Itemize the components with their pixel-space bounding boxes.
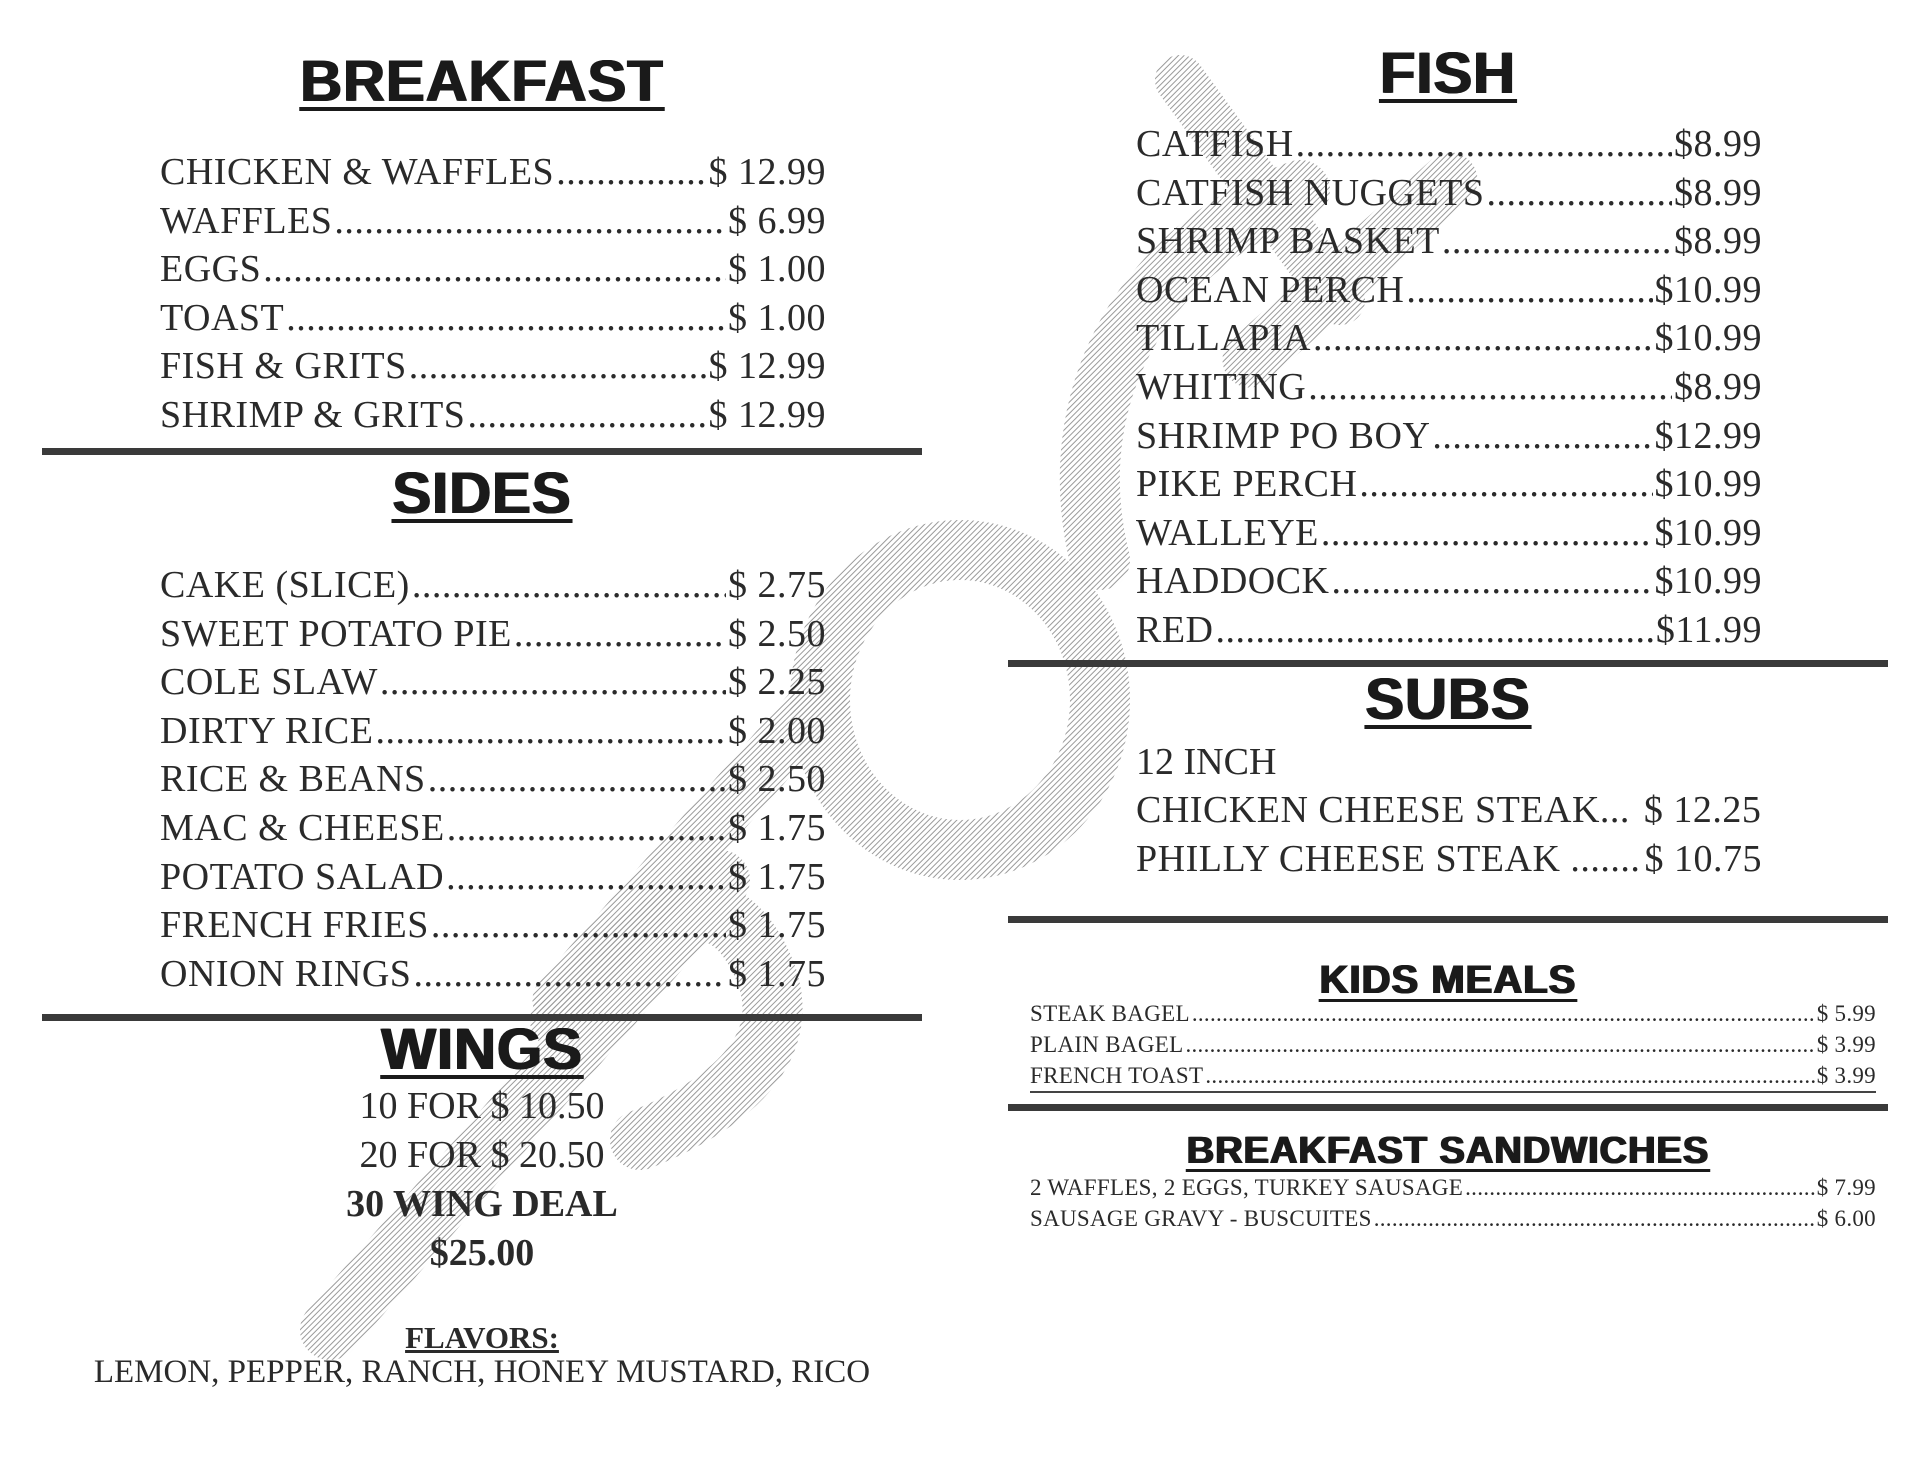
item-name: CAKE (SLICE) — [160, 564, 410, 606]
item-name: STEAK BAGEL — [1030, 1001, 1190, 1026]
item-name: CATFISH — [1136, 123, 1294, 165]
item-name: COLE SLAW — [160, 661, 378, 704]
dot-leader — [1321, 509, 1653, 558]
menu-item — [1030, 1029, 1876, 1060]
menu-item — [1030, 1060, 1876, 1091]
item-name: CATFISH NUGGETS — [1136, 171, 1485, 214]
item-name: PIKE PERCH — [1136, 463, 1358, 506]
menu-item — [1136, 606, 1762, 655]
item-name: SWEET POTATO PIE — [160, 612, 512, 655]
sides-list — [160, 561, 826, 998]
kids-meals-heading: KIDS MEALS — [1319, 958, 1577, 1002]
item-name: FRENCH FRIES — [160, 904, 429, 947]
dot-leader — [380, 658, 726, 707]
item-name: RICE & BEANS — [160, 758, 426, 801]
menu-item — [1030, 998, 1876, 1029]
item-price: $11.99 — [1655, 608, 1762, 651]
item-price: $10.99 — [1654, 317, 1762, 360]
dot-leader — [1332, 557, 1653, 606]
item-name: FRENCH TOAST — [1030, 1063, 1204, 1088]
menu-item — [1030, 1203, 1876, 1234]
item-price: $ 1.00 — [728, 296, 826, 339]
menu-item — [160, 804, 826, 853]
menu-item — [160, 707, 826, 756]
item-name: POTATO SALAD — [160, 855, 445, 898]
menu-item — [1136, 786, 1762, 835]
dot-leader — [1296, 120, 1672, 169]
menu-item — [160, 658, 826, 707]
item-price: $ 6.99 — [728, 199, 826, 242]
menu-item — [160, 148, 826, 197]
item-name: PLAIN BAGEL — [1030, 1032, 1184, 1057]
item-name: EGGS — [160, 248, 262, 291]
sides-heading: SIDES — [392, 461, 572, 526]
menu-item — [1030, 1172, 1876, 1203]
item-name: MAC & CHEESE — [160, 806, 445, 849]
item-name: CHICKEN & WAFFLES — [160, 151, 555, 193]
dot-leader — [1406, 266, 1652, 315]
subs-size: 12 INCH — [1136, 741, 1277, 783]
item-name: OCEAN PERCH — [1136, 268, 1405, 311]
item-price: $ 2.75 — [728, 564, 826, 606]
item-name: DIRTY RICE — [160, 709, 374, 752]
dot-leader — [263, 245, 726, 294]
menu-item — [1136, 835, 1762, 884]
fish-heading: FISH — [1379, 41, 1517, 106]
dot-leader — [431, 901, 726, 950]
breakfast-sandwiches-heading: BREAKFAST SANDWICHES — [1186, 1130, 1710, 1172]
fish-list — [1136, 120, 1762, 655]
item-price: $ 3.99 — [1816, 1063, 1876, 1088]
dot-leader — [1205, 1060, 1814, 1091]
item-price: $ 12.25 — [1643, 789, 1762, 831]
menu-item — [160, 197, 826, 246]
flavors-title: FLAVORS: — [405, 1320, 559, 1355]
dot-leader — [1185, 1029, 1814, 1060]
dot-leader — [375, 707, 726, 756]
item-price: $ 2.25 — [728, 661, 826, 704]
item-name: WHITING — [1136, 365, 1307, 408]
item-price: $ 12.99 — [708, 393, 826, 436]
dot-leader — [428, 755, 726, 804]
breakfast-sandwiches-list — [1030, 1172, 1876, 1234]
menu-item — [1136, 314, 1762, 363]
menu-item — [160, 950, 826, 999]
item-price: $10.99 — [1654, 463, 1762, 506]
kids-meals-underline — [1030, 1091, 1876, 1093]
dot-leader — [446, 853, 726, 902]
dot-leader — [556, 148, 706, 197]
menu-item — [160, 391, 826, 440]
kids-meals-list — [1030, 998, 1876, 1091]
dot-leader — [1308, 363, 1672, 412]
item-price: $ 6.00 — [1816, 1206, 1876, 1231]
dot-leader — [334, 197, 726, 246]
item-name: WALLEYE — [1136, 511, 1319, 554]
subs-heading: SUBS — [1365, 667, 1531, 732]
dot-leader — [286, 294, 726, 343]
item-price: $ 1.00 — [728, 248, 826, 291]
item-price: $8.99 — [1674, 220, 1762, 263]
menu-item — [1136, 509, 1762, 558]
item-name: SHRIMP PO BOY — [1136, 414, 1431, 457]
menu-item — [1136, 460, 1762, 509]
dot-leader — [409, 342, 707, 391]
menu-item — [1136, 363, 1762, 412]
item-name: WAFFLES — [160, 199, 333, 242]
menu-item — [160, 342, 826, 391]
dot-leader — [413, 950, 726, 999]
item-price: $ 1.75 — [728, 952, 826, 995]
menu-item — [160, 610, 826, 659]
wings-price-10: 10 FOR $ 10.50 — [359, 1085, 605, 1127]
flavors-heading — [42, 1314, 922, 1358]
menu-item — [160, 245, 826, 294]
dot-leader — [467, 391, 706, 440]
item-price: $ 1.75 — [728, 904, 826, 947]
menu-item — [160, 561, 826, 610]
item-price: $ 5.99 — [1816, 1001, 1876, 1026]
dot-leader — [447, 804, 726, 853]
item-name: CHICKEN CHEESE STEAK... — [1136, 789, 1630, 831]
item-price: $ 2.00 — [728, 709, 826, 752]
item-price: $ 12.99 — [708, 345, 826, 388]
dot-leader — [1465, 1172, 1815, 1203]
wing-deal-title: 30 WING DEAL — [346, 1183, 618, 1225]
menu-item — [160, 853, 826, 902]
subs-list — [1136, 786, 1762, 883]
item-price: $8.99 — [1674, 171, 1762, 214]
menu-item — [1136, 412, 1762, 461]
dot-leader — [1216, 606, 1654, 655]
item-price: $ 7.99 — [1816, 1175, 1876, 1200]
breakfast-list — [160, 148, 826, 440]
item-price: $ 12.99 — [708, 151, 826, 193]
menu-item — [1136, 217, 1762, 266]
item-name: SAUSAGE GRAVY - BUSCUITES — [1030, 1206, 1372, 1231]
dot-leader — [1432, 412, 1652, 461]
item-price: $ 3.99 — [1816, 1032, 1876, 1057]
menu-item — [160, 901, 826, 950]
dot-leader — [1442, 217, 1672, 266]
item-price: $ 10.75 — [1644, 837, 1762, 880]
menu-item — [1136, 169, 1762, 218]
divider — [1008, 916, 1888, 923]
item-name: 2 WAFFLES, 2 EGGS, TURKEY SAUSAGE — [1030, 1175, 1464, 1200]
item-name: HADDOCK — [1136, 560, 1330, 603]
dot-leader — [1192, 998, 1815, 1029]
item-name: FISH & GRITS — [160, 345, 407, 388]
item-name: TOAST — [160, 296, 285, 339]
menu-item — [1136, 557, 1762, 606]
menu-item — [160, 755, 826, 804]
item-price: $8.99 — [1674, 123, 1762, 165]
item-price: $ 1.75 — [728, 855, 826, 898]
menu-item — [160, 294, 826, 343]
item-price: $12.99 — [1654, 414, 1762, 457]
flavors-list: LEMON, PEPPER, RANCH, HONEY MUSTARD, RICO — [93, 1354, 871, 1390]
menu-item — [1136, 266, 1762, 315]
item-name: SHRIMP & GRITS — [160, 393, 466, 436]
item-price: $ 2.50 — [728, 612, 826, 655]
menu-item — [1136, 120, 1762, 169]
item-price: $ 1.75 — [728, 806, 826, 849]
item-price: $10.99 — [1654, 560, 1762, 603]
item-price: $8.99 — [1674, 365, 1762, 408]
wing-deal-price: $25.00 — [429, 1232, 535, 1274]
item-name: ONION RINGS — [160, 952, 412, 995]
dot-leader — [1486, 169, 1672, 218]
item-price: $10.99 — [1654, 268, 1762, 311]
dot-leader — [1359, 460, 1652, 509]
dot-leader — [1313, 314, 1653, 363]
dot-leader — [412, 561, 726, 610]
item-name: RED — [1136, 608, 1214, 651]
item-name: PHILLY CHEESE STEAK ....... — [1136, 837, 1641, 880]
item-name: SHRIMP BASKET — [1136, 220, 1440, 263]
item-price: $ 2.50 — [728, 758, 826, 801]
dot-leader — [514, 610, 726, 659]
divider — [42, 448, 922, 455]
dot-leader — [1374, 1203, 1815, 1234]
divider — [1008, 1104, 1888, 1111]
wings-price-20: 20 FOR $ 20.50 — [359, 1134, 605, 1176]
item-price: $10.99 — [1654, 511, 1762, 554]
breakfast-heading: BREAKFAST — [300, 49, 664, 114]
wings-heading: WINGS — [381, 1017, 583, 1082]
item-name: TILLAPIA — [1136, 317, 1311, 360]
